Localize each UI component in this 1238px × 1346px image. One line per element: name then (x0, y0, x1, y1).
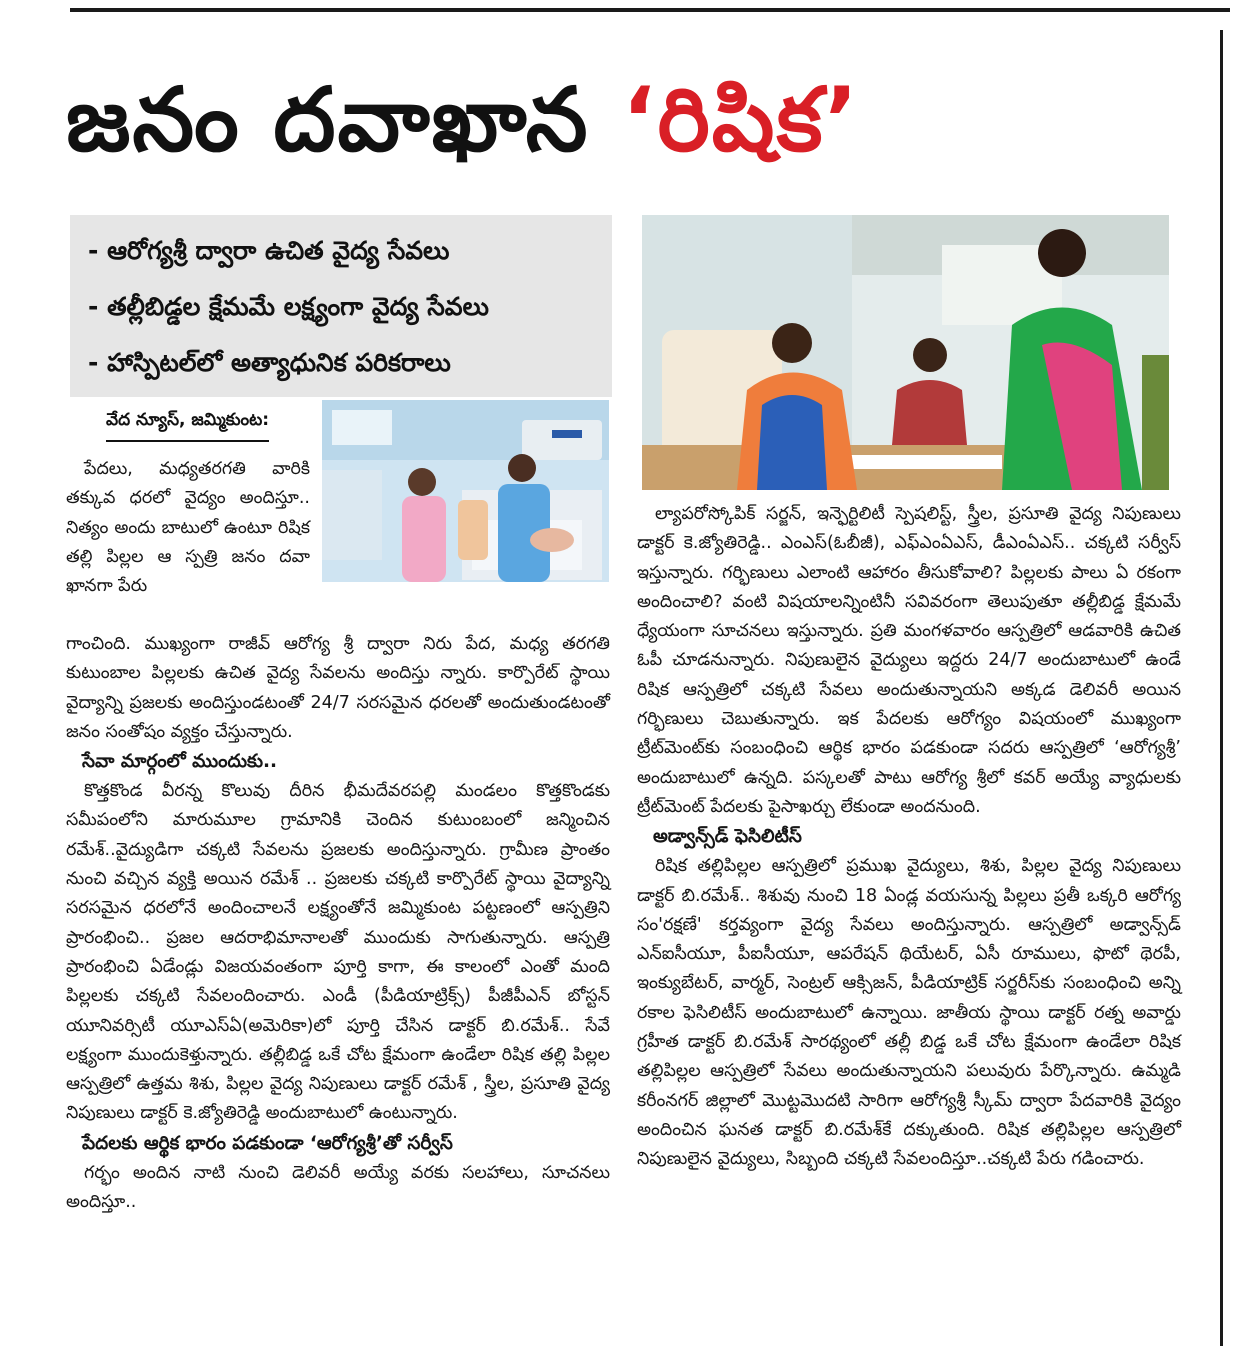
headline-main: జనం దవాఖాన (66, 68, 623, 171)
headline (66, 60, 1216, 180)
dateline: వేద న్యూస్, జమ్మికుంట: (106, 410, 269, 442)
paragraph: ల్యాపరోస్కోపిక్ సర్జన్, ఇన్ఫెర్టిలిటీ స్పెషలిస్ట్, స్త్రీల, ప్రసూతి వైద్య నిపుణులు డాక్టర్ కె.జ్యోతిరెడ్డి.. ఎంఎస్(ఓబీజీ), ఎఫ్ఎంఏఎస్, డీఎంఏఎస్.. చక్కటి సర్వీస్ ఇస్తున్నారు. గర్భిణులు ఎలాంటి ఆహారం తీసుకోవాలి? పిల్లలకు పాలు ఏ రకంగా అందించాలి? వంటి విషయాలన్నింటినీ సవివరంగా తెలుపుతూ తల్లీబిడ్డ క్షేమమే ధ్యేయంగా సూచనలు ఇస్తున్నారు. ప్రతి మంగళవారం ఆస్పత్రిలో ఆడవారికి ఉచిత ఓపీ చూడనున్నారు. నిపుణులైన వైద్యులు ఇద్దరు 24/7 అందుబాటులో ఉండే రిషిక ఆస్పత్రిలో చక్కటి సేవలు అందుతున్నాయని అక్కడ డెలివరీ అయిన గర్భిణులు చెబుతున్నారు. ఇక పేదలకు ఆరోగ్యం విషయంలో ముఖ్యంగా ట్రీట్‌మెంట్‌కు సంబంధించి ఆర్థిక భారం పడకుండా సదరు ఆస్పత్రిలో ‘ఆరోగ్యశ్రీ’ అందుబాటులో ఉన్నది. పస్కలతో పాటు ఆరోగ్య శ్రీలో కవర్ అయ్యే వ్యాధులకు ట్రీట్‌మెంట్ పేదలకు పైసాఖర్చు లేకుండా అందనుంది. (637, 504, 1181, 817)
highlight-item: - హాస్పిటల్‌లో అత్యాధునిక పరికరాలు (88, 348, 451, 377)
nicu-photo (322, 400, 609, 582)
top-rule (70, 8, 1230, 12)
highlights-box (70, 215, 612, 397)
headline-highlight: ‘రిషిక’ (622, 68, 860, 171)
highlight-item: - ఆరోగ్యశ్రీ ద్వారా ఉచిత వైద్య సేవలు (88, 236, 450, 265)
article-right-column (637, 500, 1181, 1175)
consultation-photo (642, 215, 1169, 490)
article-left-column (66, 630, 610, 1217)
section-heading: పేదలకు ఆర్థిక భారం పడకుండా ‘ఆరోగ్యశ్రీ’తో సర్వీస్ (82, 1132, 453, 1154)
paragraph: రిషిక తల్లిపిల్లల ఆస్పత్రిలో ప్రముఖ వైద్యులు, శిశు, పిల్లల వైద్య నిపుణులు డాక్టర్ బి.రమేశ్.. శిశువు నుంచి 18 ఏండ్ల వయసున్న పిల్లలు ప్రతీ ఒక్కరి ఆరోగ్య సం'రక్షణే' కర్తవ్యంగా వైద్య సేవలు అందిస్తున్నారు. ఆస్పత్రిలో అడ్వాన్స్‌డ్ ఎన్ఐసీయూ, పీఐసీయూ, ఆపరేషన్ థియేటర్, ఏసీ రూములు, ఫొటో థెరపీ, ఇంక్యుబేటర్, వార్మర్, సెంట్రల్ ఆక్సిజన్, పీడియాట్రిక్ సర్జరీస్‌కు సంబంధించి అన్ని రకాల ఫెసిలిటీస్ అందుబాటులో ఉన్నాయి. జాతీయ స్థాయి డాక్టర్ రత్న అవార్డు గ్రహీత డాక్టర్ బి.రమేశ్ సారథ్యంలో తల్లీ బిడ్డ ఒకే చోట క్షేమంగా ఉండేలా రిషిక తల్లిపిల్లల ఆస్పత్రిలో సేవలు అందుతున్నాయని పలువురు పేర్కొన్నారు. ఉమ్మడి కరీంనగర్ జిల్లాలో మొట్టమొదటి సారిగా ఆరోగ్యశ్రీ స్కీమ్ ద్వారా పేదవారికి వైద్యం అందించిన ఘనత డాక్టర్ బి.రమేశ్‌కే దక్కుతుంది. రిషిక తల్లిపిల్లల ఆస్పత్రిలో నిపుణులైన వైద్యులు, సిబ్బంది చక్కటి సేవలందిస్తూ..చక్కటి పేరు గడించారు. (637, 856, 1181, 1170)
paragraph: పేదలు, మధ్యతరగతి వారికి తక్కువ ధరలో వైద్యం అందిస్తూ.. నిత్యం అందు బాటులో ఉంటూ రిషిక తల్లి పిల్లల ఆ స్పత్రి జనం దవా ఖానగా పేరు (66, 459, 310, 597)
paragraph: గాంచింది. ముఖ్యంగా రాజీవ్ ఆరోగ్య శ్రీ ద్వారా నిరు పేద, మధ్య తరగతి కుటుంబాల పిల్లలకు ఉచిత వైద్య సేవలను అందిస్తు న్నారు. కార్పొరేట్ స్థాయి వైద్యాన్ని ప్రజలకు అందిస్తుండటంతో 24/7 సరసమైన ధరలతో అందుతుండటంతో జనం సంతోషం వ్యక్తం చేస్తున్నారు. (66, 634, 610, 742)
paragraph: గర్భం అందిన నాటి నుంచి డెలివరీ అయ్యే వరకు సలహాలు, సూచనలు అందిస్తూ.. (66, 1162, 610, 1213)
section-heading: సేవా మార్గంలో ముందుకు.. (82, 751, 278, 773)
column-rule (1220, 30, 1223, 1346)
article-intro-narrow (66, 455, 310, 601)
paragraph: కొత్తకొండ వీరన్న కొలువు దీరిన భీమదేవరపల్లి మండలం కొత్తకొండకు సమీపంలోని మారుమూల గ్రామానికి చెందిన కుటుంబంలో జన్మించిన రమేశ్..వైద్యుడిగా చక్కటి సేవలను ప్రజలకు అందిస్తున్నారు. గ్రామీణ ప్రాంతం నుంచి వచ్చిన వ్యక్తి అయిన రమేశ్ .. ప్రజలకు చక్కటి కార్పొరేట్ స్థాయి వైద్యాన్ని సరసమైన ధరలోనే అందించాలనే లక్ష్యంతోనే జమ్మికుంట పట్టణంలో ఆస్పత్రిని ప్రారంభించి.. ప్రజల ఆదరాభిమానాలతో ముందుకు సాగుతున్నారు. ఆస్పత్రి ప్రారంభించి ఏడేండ్లు విజయవంతంగా పూర్తి కాగా, ఈ కాలంలో ఎంతో మంది పిల్లలకు చక్కటి సేవలందించారు. ఎండీ (పీడియాట్రిక్స్) పీజీపీఎన్ బోస్టన్ యూనివర్సిటీ యూఎస్ఏ(అమెరికా)లో పూర్తి చేసిన డాక్టర్ బి.రమేశ్.. సేవే లక్ష్యంగా ముందుకెళ్తున్నారు. తల్లీబిడ్డ ఒకే చోట క్షేమంగా ఉండేలా రిషిక తల్లి పిల్లల ఆస్పత్రిలో ఉత్తమ శిశు, పిల్లల వైద్య నిపుణులు డాక్టర్ రమేశ్ , స్త్రీల, ప్రసూతి వైద్య నిపుణులు డాక్టర్ కె.జ్యోతిరెడ్డి అందుబాటులో ఉంటున్నారు. (66, 781, 610, 1124)
section-heading: అడ్వాన్స్‌డ్ ఫెసిలిటీస్ (653, 826, 802, 848)
highlight-item: - తల్లీబిడ్డల క్షేమమే లక్ష్యంగా వైద్య సేవలు (88, 292, 489, 321)
